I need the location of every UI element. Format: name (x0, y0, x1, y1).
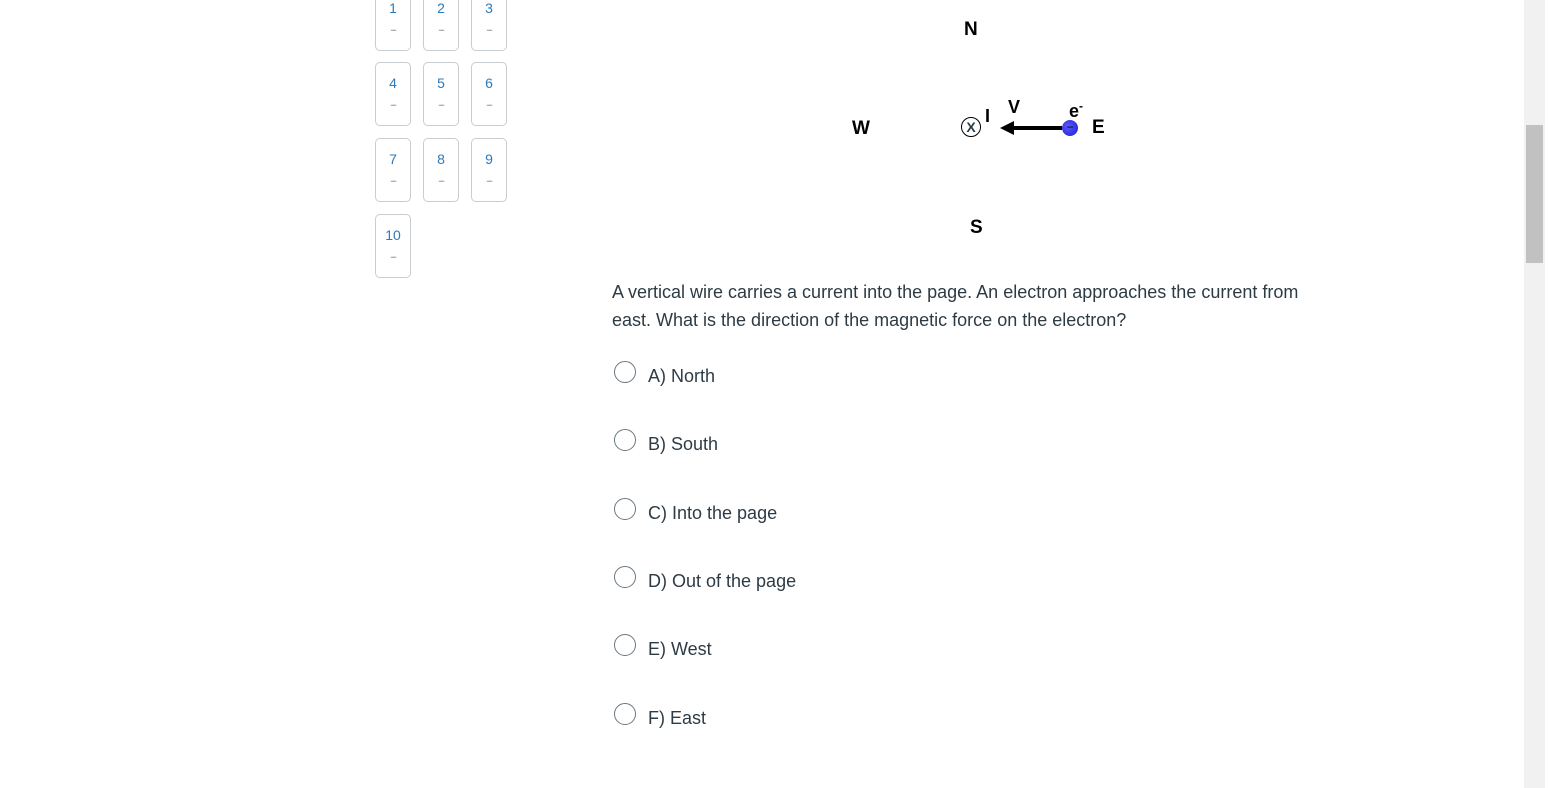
question-status: -- (438, 24, 444, 36)
question-number: 1 (389, 0, 397, 16)
electron-sign: - (1079, 99, 1084, 113)
question-status: -- (486, 99, 492, 111)
question-nav-button-6[interactable] (471, 62, 507, 126)
north-label: N (964, 19, 978, 40)
velocity-arrow-icon (998, 118, 1064, 138)
question-status: -- (438, 175, 444, 187)
question-text: A vertical wire carries a current into the page. An electron approaches the current from east. What is the direction of the magnetic force on the electron? (612, 282, 1299, 330)
question-status: -- (486, 24, 492, 36)
answer-option-d[interactable] (614, 564, 796, 590)
current-label: I (985, 106, 991, 126)
radio-button[interactable] (614, 566, 636, 588)
answer-option-a[interactable] (614, 359, 715, 385)
question-nav-button-4[interactable] (375, 62, 411, 126)
question-number: 2 (437, 0, 445, 16)
wire-symbol: X (966, 119, 976, 135)
question-status: -- (390, 175, 396, 187)
scrollbar[interactable] (1524, 0, 1545, 788)
option-label: C) Into the page (648, 502, 778, 523)
south-label: S (970, 217, 983, 238)
option-label: E) West (648, 638, 712, 659)
question-nav-button-5[interactable] (423, 62, 459, 126)
radio-button[interactable] (614, 703, 636, 725)
question-nav-button-2[interactable] (423, 0, 459, 51)
west-label: W (852, 118, 870, 139)
radio-button[interactable] (614, 361, 636, 383)
question-nav-button-1[interactable] (375, 0, 411, 51)
question-nav-button-8[interactable] (423, 138, 459, 202)
question-status: -- (390, 251, 396, 263)
answer-option-f[interactable] (614, 701, 706, 727)
question-number: 9 (485, 151, 493, 167)
electron-label (1069, 99, 1083, 122)
radio-button[interactable] (614, 634, 636, 656)
option-label: D) Out of the page (648, 570, 797, 591)
question-number: 3 (485, 0, 493, 16)
question-nav-button-3[interactable] (471, 0, 507, 51)
question-status: -- (390, 99, 396, 111)
question-number: 6 (485, 75, 493, 91)
electron-charge: − (1066, 120, 1074, 134)
electron-icon (1062, 120, 1078, 136)
velocity-label: V (1008, 97, 1021, 117)
question-number: 4 (389, 75, 397, 91)
option-label: A) North (648, 365, 716, 386)
option-label: F) East (648, 707, 707, 728)
question-status: -- (390, 24, 396, 36)
question-number: 8 (437, 151, 445, 167)
radio-button[interactable] (614, 498, 636, 520)
electron-symbol: e (1069, 101, 1080, 121)
question-nav-button-7[interactable] (375, 138, 411, 202)
answer-option-e[interactable] (614, 632, 712, 658)
question-number: 10 (385, 227, 401, 243)
question-number: 5 (437, 75, 445, 91)
scrollbar-thumb[interactable] (1526, 125, 1543, 263)
east-label: E (1092, 117, 1105, 138)
answer-option-b[interactable] (614, 427, 718, 453)
question-nav-button-10[interactable] (375, 214, 411, 278)
question-nav-button-9[interactable] (471, 138, 507, 202)
question-status: -- (438, 99, 444, 111)
answer-option-c[interactable] (614, 496, 777, 522)
option-label: B) South (648, 433, 719, 454)
question-number: 7 (389, 151, 397, 167)
wire-into-page-icon (961, 117, 981, 137)
question-status: -- (486, 175, 492, 187)
radio-button[interactable] (614, 429, 636, 451)
